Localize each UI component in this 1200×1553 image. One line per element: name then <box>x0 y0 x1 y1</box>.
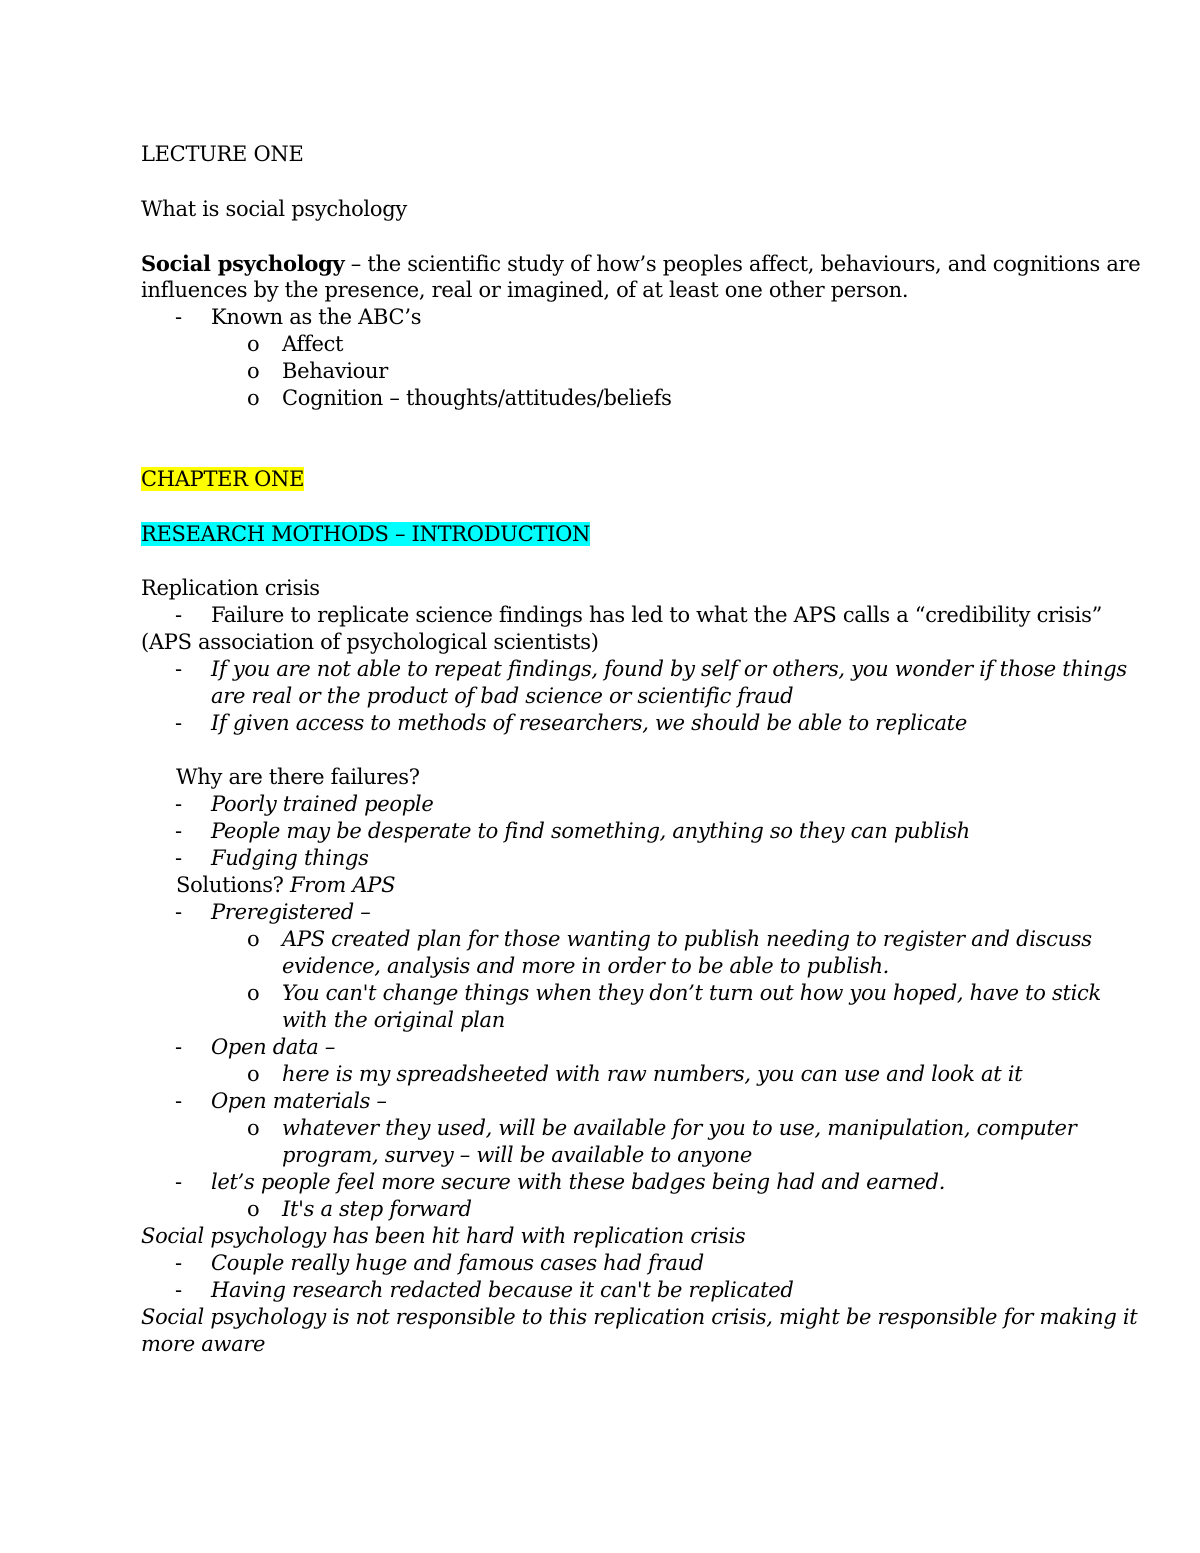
solution-subitem: It's a step forward <box>282 1197 472 1221</box>
dash-bullet: - <box>175 1035 182 1059</box>
closing-line-2: more aware <box>141 1332 266 1356</box>
circle-bullet: o <box>247 386 260 410</box>
replication-item: If given access to methods of researchers, we should be able to replicate <box>211 711 967 735</box>
failure-item: Fudging things <box>211 846 369 870</box>
abc-item: Behaviour <box>282 359 388 383</box>
abc-item: Cognition – thoughts/attitudes/beliefs <box>282 386 672 410</box>
solution-subitem: APS created plan for those wanting to publish needing to register and discuss <box>282 927 1092 951</box>
solutions-heading <box>176 872 395 899</box>
replication-heading: Replication crisis <box>141 576 320 600</box>
circle-bullet: o <box>247 1116 260 1140</box>
solution-item: Preregistered – <box>211 900 371 924</box>
dash-bullet: - <box>175 900 182 924</box>
dash-bullet: - <box>175 1170 182 1194</box>
solutions-source: From APS <box>290 873 396 897</box>
dash-bullet: - <box>175 711 182 735</box>
circle-bullet: o <box>247 927 260 951</box>
dash-bullet: - <box>175 846 182 870</box>
circle-bullet: o <box>247 1062 260 1086</box>
solution-subitem: here is my spreadsheeted with raw numbers, you can use and look at it <box>282 1062 1023 1086</box>
solution-item: Open materials – <box>211 1089 387 1113</box>
lecture-title: LECTURE ONE <box>141 142 304 166</box>
definition-line-2: influences by the presence, real or imagined, of at least one other person. <box>141 278 909 302</box>
social-item: Couple really huge and famous cases had fraud <box>211 1251 704 1275</box>
solutions-label: Solutions? <box>176 873 284 897</box>
solution-subitem: whatever they used, will be available for you to use, manipulation, computer <box>282 1116 1077 1140</box>
dash-bullet: - <box>175 819 182 843</box>
dash-bullet: - <box>175 657 182 681</box>
replication-item-cont: are real or the product of bad science or scientific fraud <box>211 684 794 708</box>
abc-item: Affect <box>282 332 344 356</box>
abc-intro: Known as the ABC’s <box>211 305 422 329</box>
dash-bullet: - <box>175 305 182 329</box>
chapter-heading <box>141 466 304 493</box>
social-heading: Social psychology has been hit hard with replication crisis <box>141 1224 746 1248</box>
circle-bullet: o <box>247 359 260 383</box>
solution-subitem-cont: with the original plan <box>282 1008 505 1032</box>
failure-item: Poorly trained people <box>211 792 434 816</box>
definition-text: – the scientific study of how’s peoples affect, behaviours, and cognitions are <box>344 252 1141 276</box>
replication-item: Failure to replicate science findings has led to what the APS calls a “credibility crisis” <box>211 603 1103 627</box>
circle-bullet: o <box>247 981 260 1005</box>
closing-line-1: Social psychology is not responsible to this replication crisis, might be responsible for making it <box>141 1305 1138 1329</box>
solution-item: Open data – <box>211 1035 336 1059</box>
failures-heading: Why are there failures? <box>176 765 420 789</box>
definition-line-1 <box>141 250 1140 278</box>
dash-bullet: - <box>175 603 182 627</box>
dash-bullet: - <box>175 792 182 816</box>
section-heading <box>141 521 590 548</box>
solution-subitem: You can't change things when they don’t turn out how you hoped, have to stick <box>282 981 1101 1005</box>
definition-term: Social psychology <box>141 251 345 276</box>
section-highlight: RESEARCH MOTHODS – INTRODUCTION <box>141 522 591 546</box>
dash-bullet: - <box>175 1251 182 1275</box>
failure-item: People may be desperate to find something, anything so they can publish <box>211 819 970 843</box>
question-heading: What is social psychology <box>141 197 407 221</box>
circle-bullet: o <box>247 1197 260 1221</box>
dash-bullet: - <box>175 1089 182 1113</box>
chapter-highlight: CHAPTER ONE <box>141 467 305 491</box>
solution-item: let’s people feel more secure with these badges being had and earned. <box>211 1170 946 1194</box>
solution-subitem-cont: evidence, analysis and more in order to be able to publish. <box>282 954 890 978</box>
circle-bullet: o <box>247 332 260 356</box>
solution-subitem-cont: program, survey – will be available to anyone <box>282 1143 752 1167</box>
aps-note: (APS association of psychological scientists) <box>141 630 599 654</box>
dash-bullet: - <box>175 1278 182 1302</box>
replication-item: If you are not able to repeat findings, found by self or others, you wonder if those things <box>211 657 1127 681</box>
social-item: Having research redacted because it can't be replicated <box>211 1278 794 1302</box>
